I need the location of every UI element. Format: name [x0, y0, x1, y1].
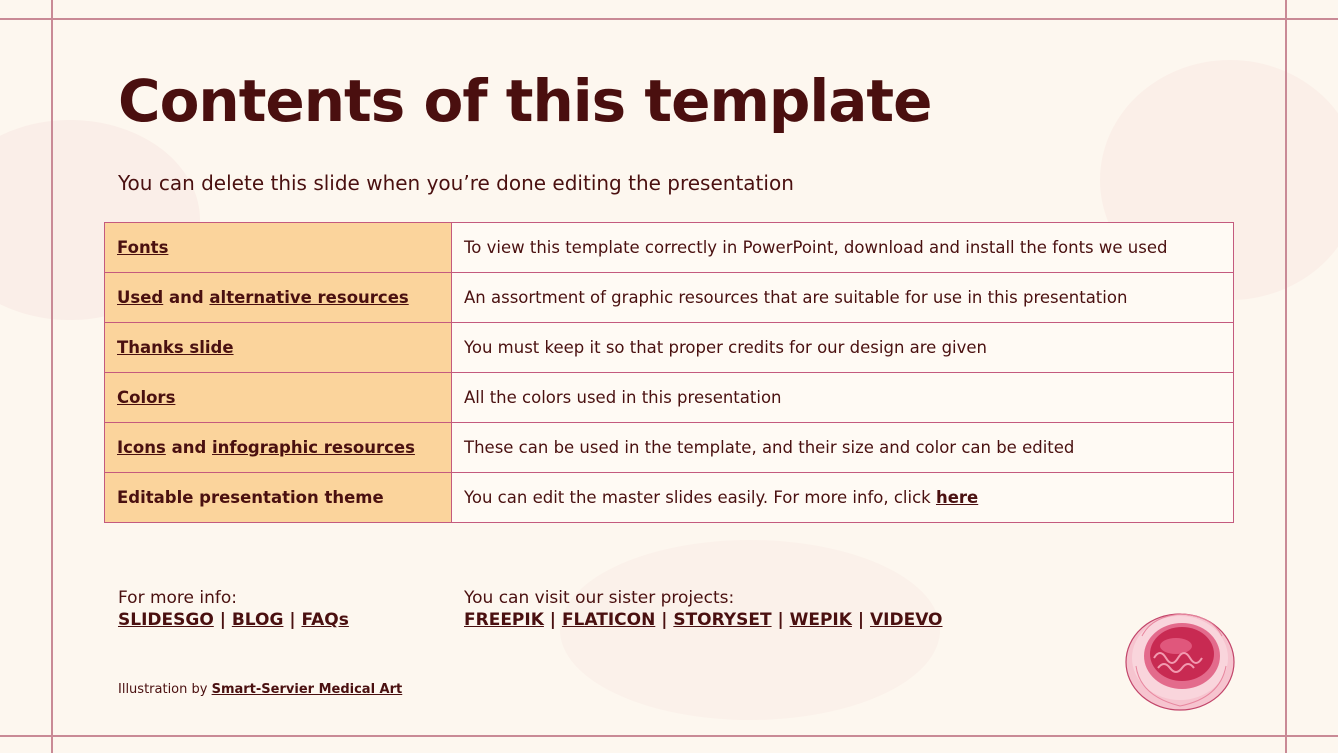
cell-text: and: [165, 438, 213, 457]
slide-title: Contents of this template: [118, 67, 932, 135]
freepik-link[interactable]: FREEPIK: [464, 610, 544, 630]
sister-projects-block: [464, 587, 943, 631]
frame-line-bottom: [0, 735, 1338, 737]
colors-link[interactable]: Colors: [117, 388, 176, 407]
more-info-block: [118, 587, 349, 631]
flaticon-link[interactable]: FLATICON: [561, 610, 656, 630]
frame-line-top: [0, 18, 1338, 20]
table-cell-left: [105, 373, 452, 423]
contents-table: [104, 222, 1234, 523]
thanks-slide-link[interactable]: Thanks slide: [117, 338, 234, 357]
table-cell-right: [452, 423, 1234, 473]
table-cell-left: [105, 323, 452, 373]
table-row: [105, 373, 1234, 423]
cell-text: All the colors used in this presentation: [464, 388, 782, 407]
slide-subtitle: You can delete this slide when you’re done editing the presentation: [118, 171, 794, 195]
table-cell-left: [105, 223, 452, 273]
table-cell-right: [452, 323, 1234, 373]
frame-line-right: [1285, 0, 1287, 753]
here-link[interactable]: here: [935, 488, 979, 507]
icons-link[interactable]: Icons: [117, 438, 166, 457]
link-separator: |: [283, 610, 302, 630]
table-cell-left: [105, 423, 452, 473]
infographic-resources-link[interactable]: infographic resources: [212, 438, 415, 457]
link-separator: |: [543, 610, 562, 630]
table-cell-right: [452, 223, 1234, 273]
contents-table-body: [105, 223, 1234, 523]
table-cell-left: [105, 473, 452, 523]
illustration-credit-prefix: Illustration by: [118, 682, 212, 697]
table-cell-right: [452, 473, 1234, 523]
link-separator: |: [655, 610, 674, 630]
frame-line-left: [51, 0, 53, 753]
table-row: [105, 423, 1234, 473]
table-row: [105, 223, 1234, 273]
organ-illustration-icon: [1122, 606, 1238, 714]
cell-text: and: [163, 288, 210, 307]
used-link[interactable]: Used: [117, 288, 164, 307]
table-cell-left: [105, 273, 452, 323]
table-cell-right: [452, 273, 1234, 323]
cell-text: You must keep it so that proper credits for our design are given: [464, 338, 988, 357]
fonts-link[interactable]: Fonts: [117, 238, 169, 257]
cell-text: To view this template correctly in PowerPoint, download and install the fonts we used: [464, 238, 1168, 257]
cell-text: These can be used in the template, and their size and color can be edited: [464, 438, 1075, 457]
cell-text: You can edit the master slides easily. For more info, click: [464, 488, 936, 507]
storyset-link[interactable]: STORYSET: [673, 610, 772, 630]
faqs-link[interactable]: FAQs: [301, 610, 349, 630]
alternative-resources-link[interactable]: alternative resources: [209, 288, 409, 307]
table-cell-right: [452, 373, 1234, 423]
link-separator: |: [771, 610, 790, 630]
illustration-credit-link[interactable]: Smart-Servier Medical Art: [211, 682, 403, 697]
wepik-link[interactable]: WEPIK: [789, 610, 852, 630]
cell-text: An assortment of graphic resources that are suitable for use in this presentation: [464, 288, 1128, 307]
more-info-label: For more info:: [118, 588, 238, 608]
slidesgo-link[interactable]: SLIDESGO: [118, 610, 214, 630]
blog-link[interactable]: BLOG: [231, 610, 284, 630]
sister-projects-links: [464, 609, 943, 631]
link-separator: |: [851, 610, 870, 630]
sister-projects-label: You can visit our sister projects:: [464, 588, 735, 608]
table-row: [105, 473, 1234, 523]
table-row: [105, 273, 1234, 323]
link-separator: |: [213, 610, 232, 630]
cell-text: Editable presentation theme: [117, 488, 384, 507]
table-row: [105, 323, 1234, 373]
illustration-credit: [118, 682, 402, 697]
more-info-links: [118, 609, 349, 631]
videvo-link[interactable]: VIDEVO: [869, 610, 943, 630]
